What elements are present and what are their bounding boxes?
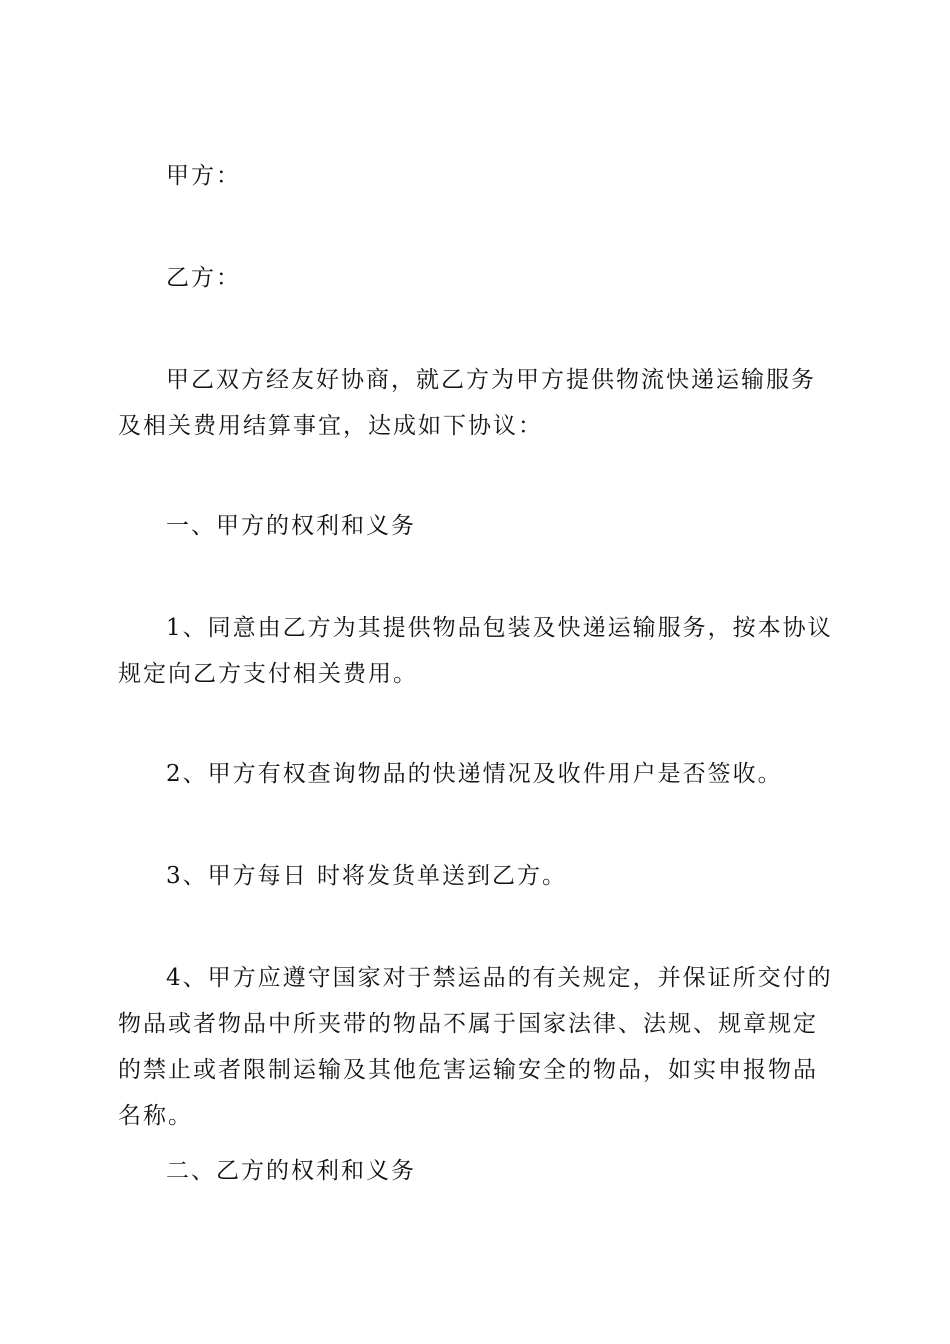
party-a-label: 甲方： — [166, 163, 241, 189]
section-1-heading: 一、甲方的权利和义务 — [166, 513, 416, 539]
section-1-item: 2、甲方有权查询物品的快递情况及收件用户是否签收。 — [166, 761, 783, 787]
section-1-item: 3、甲方每日 时将发货单送到乙方。 — [166, 863, 567, 889]
section-2-heading: 二、乙方的权利和义务 — [166, 1158, 416, 1184]
section-1-item: 4、甲方应遵守国家对于禁运品的有关规定，并保证所交付的物品或者物品中所夹带的物品不属于国家法律、法规、规章规定的禁止或者限制运输及其他危害运输安全的物品，如实申报物品名称。 — [118, 965, 833, 1129]
section-1-item: 1、同意由乙方为其提供物品包装及快递运输服务，按本协议规定向乙方支付相关费用。 — [118, 615, 833, 687]
party-b-label: 乙方： — [166, 265, 241, 291]
intro-paragraph: 甲乙双方经友好协商，就乙方为甲方提供物流快递运输服务及相关费用结算事宜，达成如下协议： — [118, 367, 816, 439]
